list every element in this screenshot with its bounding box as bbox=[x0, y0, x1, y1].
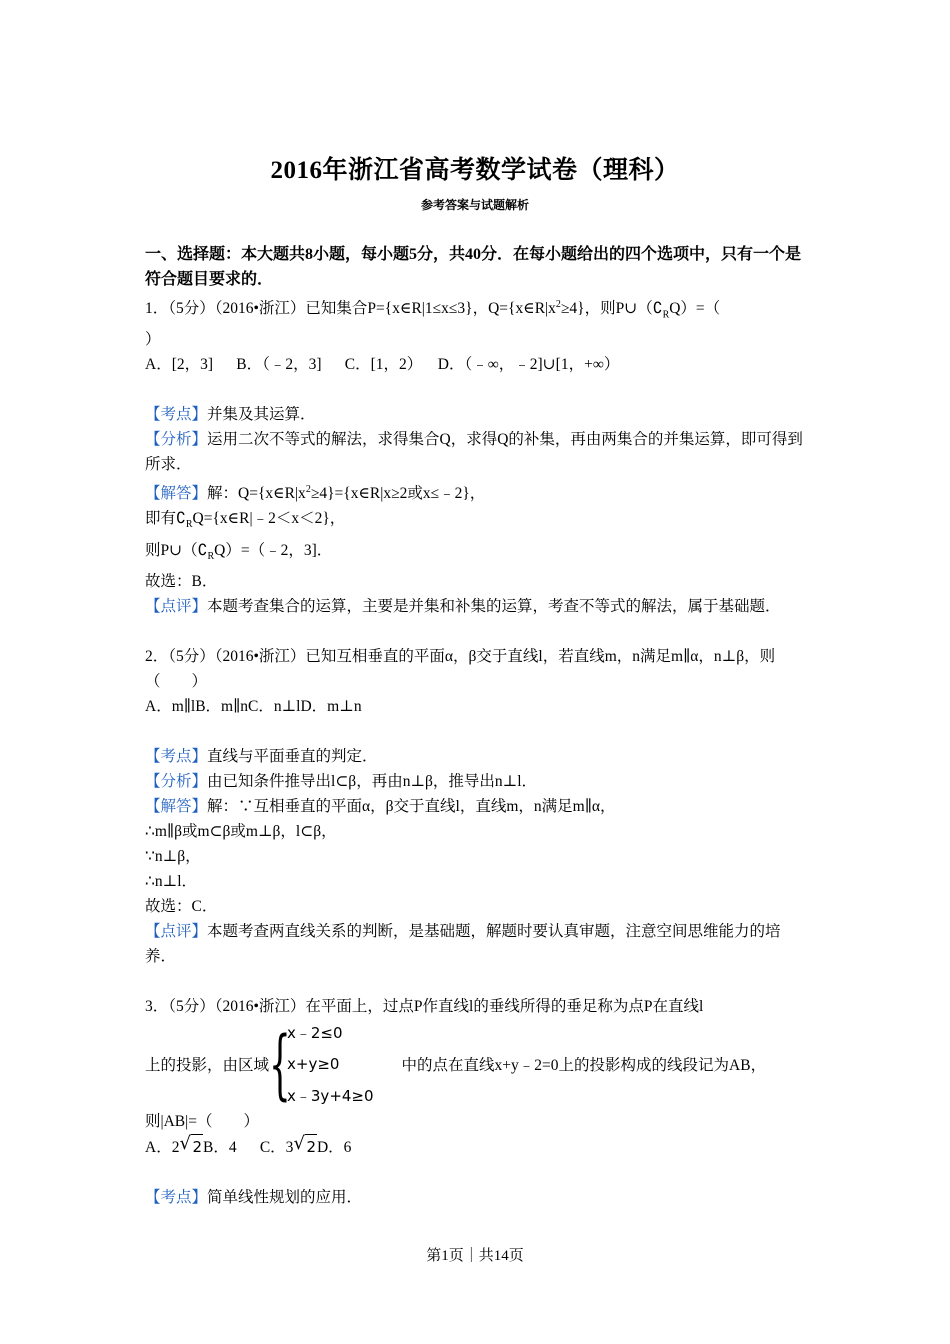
q1-answer: 故选：B． bbox=[145, 572, 218, 590]
q3-options: A．2 √ 2B．4 C．3 √ 2D．6 bbox=[145, 1134, 807, 1160]
q1-solution-line-3: 则$P\cup(∁_RQ)=(﹣2$，3]． bbox=[145, 541, 333, 562]
q3-stem-prefix: 上的投影，由区域 bbox=[145, 1056, 270, 1074]
inequality-system bbox=[287, 1022, 374, 1106]
system-brace: { bbox=[269, 1018, 291, 1108]
inequality-3: x﹣3y+4≥0 bbox=[287, 1086, 374, 1105]
q2-solution-line-2: ∴m∥β或m⊂β或m⊥β，l⊂β， bbox=[145, 822, 337, 840]
q2-answer: 故选：C． bbox=[145, 897, 218, 915]
q1-options: A．[2，3] B．（﹣2，3] C．[1，2） D．（﹣∞，﹣2]∪[1，+∞） bbox=[145, 356, 620, 374]
q3-stem-line-3: 则|AB|=（ ） bbox=[145, 1112, 259, 1130]
q2-solution-line-4: ∴n⊥l． bbox=[145, 872, 197, 890]
document-body bbox=[145, 242, 807, 1210]
q2-solution-line-3: ∵n⊥β， bbox=[145, 847, 201, 865]
q2-options: A．m∥lB．m∥nC．n⊥lD．m⊥n bbox=[145, 697, 362, 715]
sqrt-2-a: √ 2 bbox=[179, 1134, 203, 1160]
q2-dianping: 【点评】本题考查两直线关系的判断，是基础题，解题时要认真审题，注意空间思维能力的培养． bbox=[145, 922, 781, 965]
q3-stem-suffix: 中的点在直线x+y﹣2=0上的投影构成的线段记为AB， bbox=[401, 1056, 767, 1074]
q1-dianping: 【点评】本题考查集合的运算，主要是并集和补集的运算，考查不等式的解法，属于基础题． bbox=[145, 597, 781, 615]
q2-jieda: 【解答】解：∵互相垂直的平面α，β交于直线l，直线m，n满足m∥α， bbox=[145, 797, 616, 815]
q3-stem-line-1: 3．（5分）（2016•浙江）在平面上，过点P作直线l的垂线所得的垂足称为点P在直线l bbox=[145, 997, 704, 1015]
q2-kaodian: 【考点】直线与平面垂直的判定． bbox=[145, 747, 378, 765]
q2-fenxi: 【分析】由已知条件推导出l⊂β，再由n⊥β，推导出n⊥l． bbox=[145, 772, 538, 790]
page-footer: 第1页｜共14页 bbox=[426, 1248, 524, 1264]
q1-stem: 1．（5分）（2016•浙江）已知集合P={x∈R|1≤x≤3}，$Q=\{x\in R|x^2\ge 4\}$，则$P\cup(∁_RQ)=$（ bbox=[145, 299, 721, 321]
q1-fenxi: 【分析】运用二次不等式的解法，求得集合Q，求得Q的补集，再由两集合的并集运算，即可得到所求． bbox=[145, 431, 803, 474]
page-subtitle: 参考答案与试题解析 bbox=[420, 198, 529, 212]
section-heading: 一、选择题：本大题共8小题，每小题5分，共40分．在每小题给出的四个选项中，只有一个是符合题目要求的． bbox=[145, 246, 802, 288]
inequality-1: x﹣2≤0 bbox=[287, 1023, 343, 1042]
sqrt-2-c: √ 2 bbox=[293, 1134, 317, 1160]
q1-jieda: 【解答】解：$Q=\{x\in R|x^2\ge 4\}=\{x\in R|x\ge 2$或x≤﹣2}， bbox=[145, 484, 486, 503]
inequality-2: x+y≥0 bbox=[287, 1054, 340, 1073]
q3-kaodian: 【考点】简单线性规划的应用． bbox=[145, 1188, 363, 1206]
page-title: 2016年浙江省高考数学试卷（理科） bbox=[270, 157, 680, 184]
q1-stem-end: ） bbox=[145, 331, 161, 349]
q1-solution-line-2: 即有$∁_RQ=\{x\in R|﹣2<x<2\}$， bbox=[145, 510, 346, 531]
q2-stem: 2．（5分）（2016•浙江）已知互相垂直的平面α，β交于直线l，若直线m，n满足m∥α，n⊥β，则（ ） bbox=[145, 647, 776, 690]
q1-kaodian: 【考点】并集及其运算． bbox=[145, 406, 316, 424]
q3-stem-line-2 bbox=[145, 1019, 807, 1109]
